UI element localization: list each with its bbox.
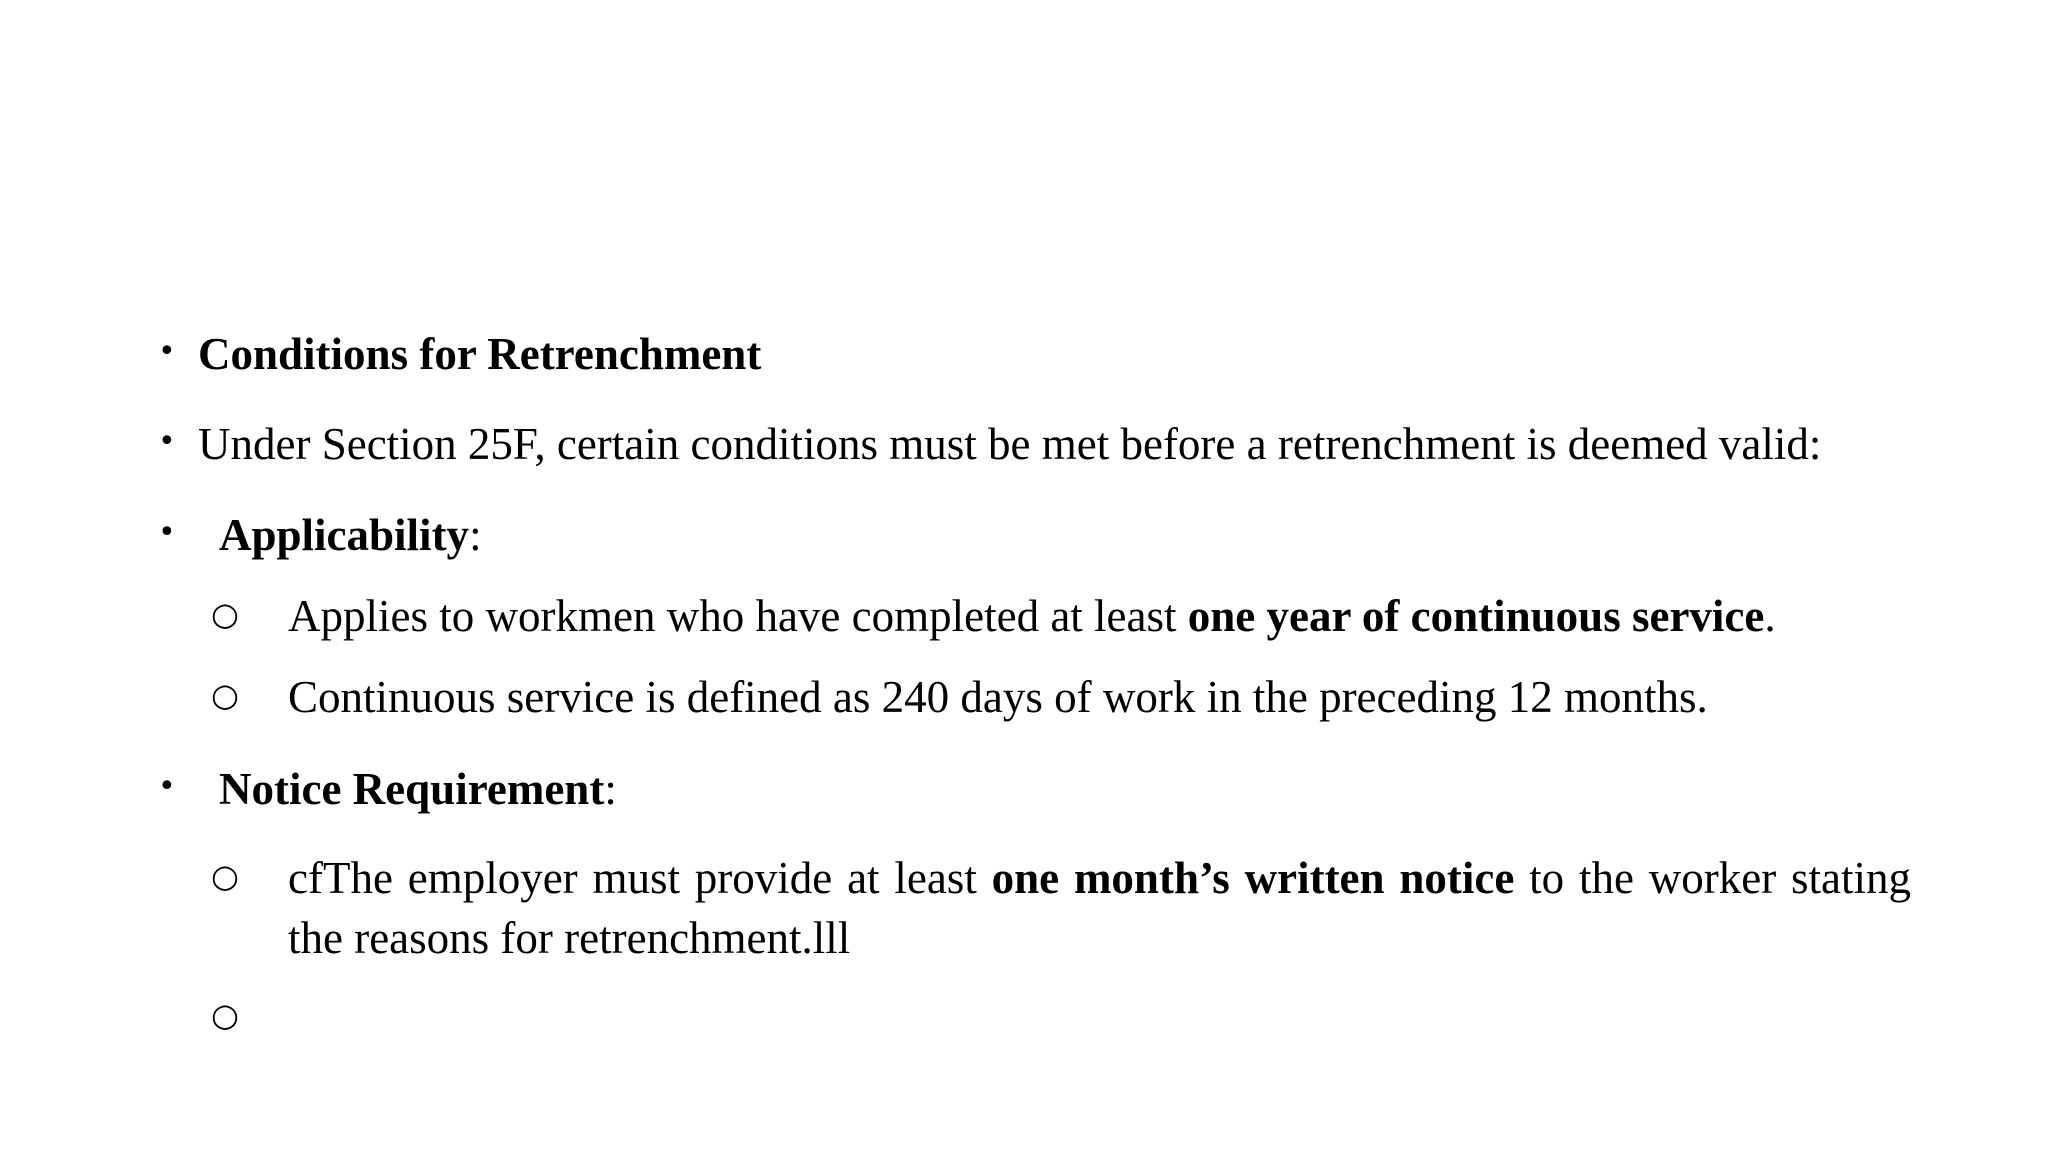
sub-bullet-point: ○	[211, 676, 239, 714]
heading-conditions	[198, 324, 761, 384]
sub-bullet-point: ○	[211, 996, 239, 1034]
continuous-service-subitem: Continuous service is defined as 240 days of work in the preceding 12 months.	[288, 672, 1708, 722]
subitem-bold-text: one year of continuous service	[1187, 591, 1765, 641]
bullet-point: •	[158, 334, 176, 369]
heading-applicability	[219, 505, 482, 565]
heading-suffix: :	[604, 764, 617, 814]
subitem-bold-text: one month’s written notice	[991, 853, 1515, 903]
notice-subitem	[288, 848, 1911, 968]
subitem-text: Applies to workmen who have completed at least	[288, 591, 1188, 641]
bullet-point: •	[158, 769, 176, 804]
bullet-point: •	[158, 515, 176, 550]
bullet-point: •	[158, 424, 176, 459]
sub-bullet-point: ○	[211, 857, 239, 895]
sub-bullet-point: ○	[211, 595, 239, 633]
heading-applicability-text: Applicability	[219, 510, 470, 560]
subitem-text: to the worker stating the reasons for retrenchment.lll	[288, 853, 1911, 963]
heading-suffix: :	[469, 510, 482, 560]
subitem-text: .	[1764, 591, 1776, 641]
subitem-text: cfThe employer must provide at least	[288, 853, 992, 903]
heading-notice-requirement	[219, 759, 617, 819]
heading-notice-text: Notice Requirement	[219, 764, 605, 814]
section-25f-text: Under Section 25F, certain conditions must be met before a retrenchment is deemed valid:	[198, 419, 1822, 469]
applicability-subitem	[288, 586, 1776, 646]
heading-conditions-text: Conditions for Retrenchment	[198, 329, 762, 379]
